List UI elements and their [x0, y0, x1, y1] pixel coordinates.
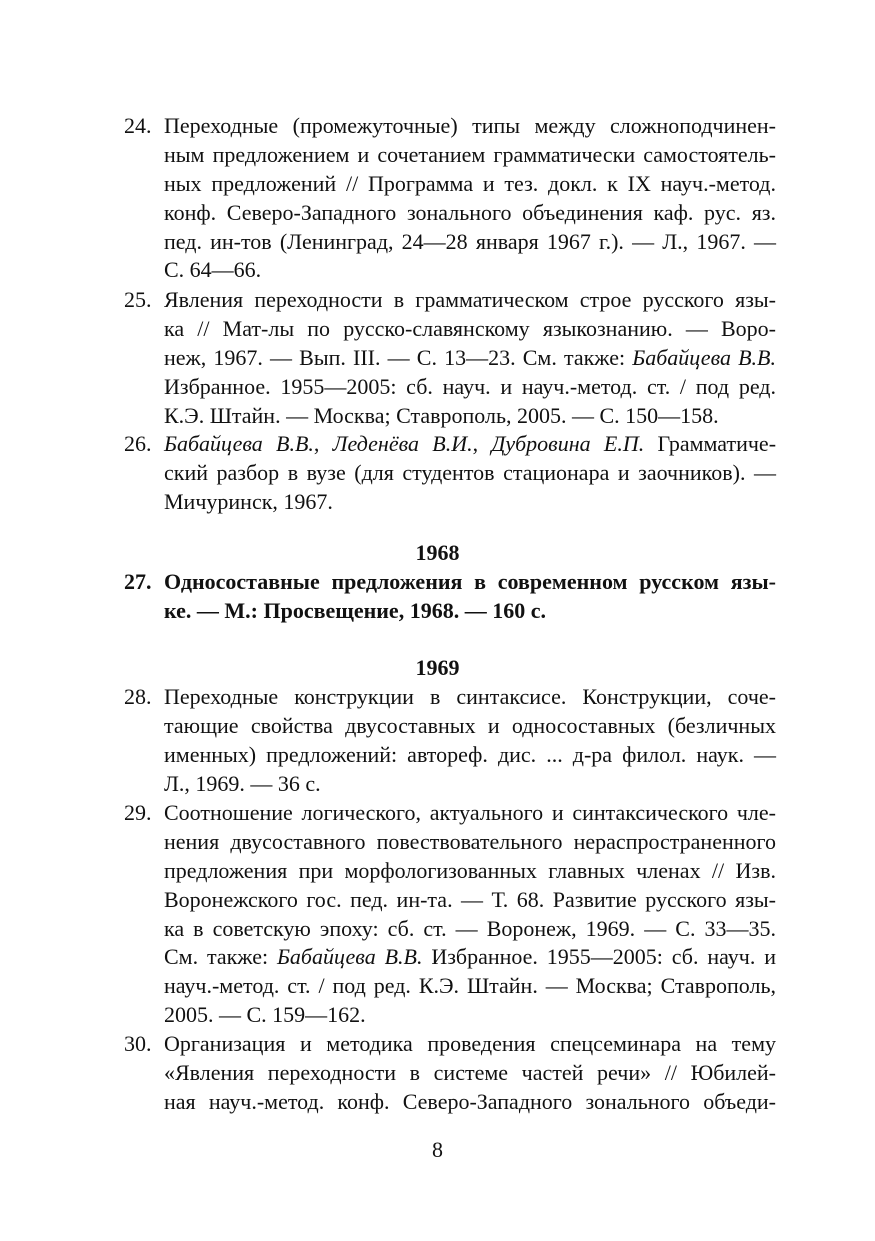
entry-text: тающие свойства двусоставных и односоставных (безличных: [164, 712, 776, 738]
entry-line: [164, 373, 776, 402]
bibliography-entry: [124, 683, 776, 799]
entry-text: Л., 1969. — 36 с.: [164, 770, 321, 796]
entry-line: [164, 228, 776, 257]
entry-number: 28.: [124, 684, 152, 709]
entry-line: [164, 1030, 776, 1059]
entry-text: нения двусоставного повествовательного нераспространенного: [164, 828, 776, 854]
bibliography-entry: [124, 568, 776, 626]
entry-line: [164, 828, 776, 857]
entry-line: [164, 886, 776, 915]
entry-text: 2005. — С. 159—162.: [164, 1002, 366, 1028]
author-name: Бабайцева В.В.: [632, 344, 776, 370]
year-heading: 1968: [415, 540, 460, 565]
entry-number: 24.: [124, 113, 152, 138]
entry-text: неж, 1967. — Вып. III. — С. 13—23. См. также:: [164, 344, 633, 370]
entry-line: [164, 344, 776, 373]
bibliography-entry: [124, 1030, 776, 1117]
entry-text: Односоставные предложения в современном русском язы-: [164, 569, 776, 594]
entry-line: [164, 915, 776, 944]
bibliography-entry: [124, 430, 776, 517]
entry-text: предложения при морфологизованных главных членах // Изв.: [164, 857, 776, 883]
entry-line: [164, 857, 776, 886]
entry-text: «Явления переходности в системе частей речи» // Юбилей-: [164, 1059, 776, 1085]
entry-line: [164, 141, 776, 170]
entry-text: С. 64—66.: [164, 257, 262, 283]
entry-text: конф. Северо-Западного зонального объединения каф. рус. яз.: [164, 199, 776, 225]
author-name: Леденёва В.И.: [332, 431, 473, 456]
entry-number: 29.: [124, 800, 152, 825]
entry-line: [164, 683, 776, 712]
entry-line: [164, 1088, 776, 1117]
entry-line: [164, 286, 776, 315]
entry-text: ,: [313, 431, 333, 456]
entry-line: [164, 112, 776, 141]
author-name: Бабайцева В.В.: [276, 944, 423, 970]
entry-text: именных) предложений: автореф. дис. ... д-ра филол. наук. —: [164, 741, 776, 767]
entry-text: науч.-метод. ст. / под ред. К.Э. Штайн. — Москва; Ставрополь,: [164, 973, 776, 999]
page-number: 8: [432, 1137, 443, 1162]
entry-line: [164, 488, 776, 517]
entry-line: [164, 712, 776, 741]
entry-line: [164, 943, 776, 972]
entry-line: [164, 170, 776, 199]
entry-line: [164, 256, 776, 285]
entry-line: [164, 1059, 776, 1088]
author-name: Дубровина Е.П.: [491, 431, 645, 456]
entry-line: [164, 741, 776, 770]
entry-number: 25.: [124, 287, 152, 312]
entry-text: ным предложением и сочетанием грамматически самостоятель-: [164, 141, 776, 167]
entry-text: Соотношение логического, актуального и синтаксического чле-: [164, 800, 776, 825]
entry-text: ке. — М.: Просвещение, 1968. — 160 с.: [164, 597, 546, 623]
entry-text: пед. ин-тов (Ленинград, 24—28 января 1967 г.). — Л., 1967. —: [164, 228, 776, 254]
entry-text: Избранное. 1955—2005: сб. науч. и науч.-метод. ст. / под ред.: [164, 373, 776, 399]
entry-text: ский разбор в вузе (для студентов стационара и заочников). —: [164, 459, 776, 485]
entry-text: Явления переходности в грамматическом строе русского язы-: [164, 287, 776, 312]
entry-line: [164, 597, 776, 626]
entry-line: [164, 402, 776, 431]
entry-number: 30.: [124, 1031, 152, 1056]
entry-text: Мичуринск, 1967.: [164, 488, 333, 514]
entry-text: Организация и методика проведения спецсеминара на тему: [164, 1031, 776, 1056]
entry-line: [164, 972, 776, 1001]
entry-line: [164, 568, 776, 597]
entry-number: 26.: [124, 431, 152, 456]
bibliography-entry: [124, 112, 776, 285]
bibliography-entry: [124, 286, 776, 430]
author-name: Бабайцева В.В.: [164, 431, 314, 456]
entry-line: [164, 430, 776, 459]
entry-line: [164, 770, 776, 799]
entry-text: ных предложений // Программа и тез. докл. к IX науч.-метод.: [164, 170, 776, 196]
entry-text: ка в советскую эпоху: сб. ст. — Воронеж, 1969. — С. 33—35.: [164, 915, 776, 941]
entry-line: [164, 315, 776, 344]
year-heading: 1969: [415, 655, 460, 680]
entry-line: [164, 1001, 776, 1030]
entry-text: ка // Мат-лы по русско-славянскому языкознанию. — Воро-: [164, 315, 776, 341]
bibliography-entry: [124, 799, 776, 1030]
entry-line: [164, 459, 776, 488]
entry-text: См. также:: [164, 944, 277, 970]
entry-text: ная науч.-метод. конф. Северо-Западного зонального объеди-: [164, 1088, 776, 1114]
entry-text: Воронежского гос. пед. ин-та. — Т. 68. Развитие русского язы-: [164, 886, 776, 912]
entry-line: [164, 199, 776, 228]
entry-line: [164, 799, 776, 828]
entry-text: К.Э. Штайн. — Москва; Ставрополь, 2005. — С. 150—158.: [164, 402, 719, 428]
entry-text: Переходные конструкции в синтаксисе. Конструкции, соче-: [164, 684, 776, 709]
entry-text: ,: [472, 431, 492, 456]
entry-number: 27.: [124, 569, 152, 594]
entry-text: Избранное. 1955—2005: сб. науч. и: [422, 944, 776, 970]
entry-text: Переходные (промежуточные) типы между сложноподчинен-: [164, 113, 776, 138]
entry-text: Грамматиче-: [644, 431, 777, 456]
